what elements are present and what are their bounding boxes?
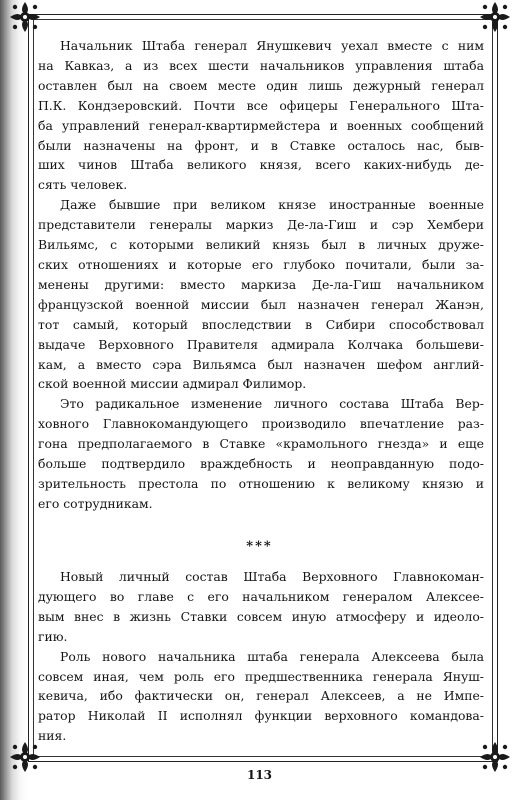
body-text-top (38, 36, 484, 514)
text-line: Роль нового начальника штаба генерала Алексеева была (60, 648, 484, 664)
text-line: ских отношениях и которые его глубоко почитали, были за- (38, 256, 484, 272)
text-line: П.К. Кондзеровский. Почти все офицеры Генерального Шта- (38, 97, 484, 113)
text-line: ба управлений генерал-квартирмейстера и военных сообщений (38, 117, 484, 133)
text-line: были назначены на фронт, и в Ставке осталось нас, быв- (38, 137, 484, 153)
text-line: ской военной миссии адмирал Филимор. (38, 376, 307, 392)
text-line: ния. (38, 728, 67, 744)
corner-ornament-icon (8, 0, 42, 34)
text-line: вым внес в жизнь Ставки совсем иную атмосферу и идеоло- (38, 608, 484, 624)
section-separator: *** (246, 539, 273, 554)
text-line: его сотрудникам. (38, 495, 153, 511)
paragraph (38, 195, 484, 394)
text-line: выдаче Верховного Правителя адмирала Колчака большеви- (38, 336, 484, 352)
text-line: кевича, ибо фактически он, генерал Алексеев, а не Импе- (38, 688, 484, 704)
text-line: совсем иная, чем роль его предшественника генерала Януш- (38, 668, 484, 684)
paragraph (38, 394, 484, 513)
text-line: ших чинов Штаба великого князя, всего каких-нибудь де- (38, 157, 484, 173)
text-line: представители генералы маркиз Де-ла-Гиш и сэр Хембери (38, 217, 484, 233)
text-line: менены другими: вместо маркиза Де-ла-Гиш начальником (38, 276, 484, 292)
text-line: зрительность престола по отношению к великому князю и (38, 475, 484, 491)
text-line: ратор Николай II исполнял функции верховного командова- (38, 708, 484, 724)
text-line: французской военной миссии был назначен генерал Жанэн, (38, 296, 484, 312)
text-line: Это радикальное изменение личного состава Штаба Вер- (60, 396, 484, 412)
corner-ornament-icon (478, 0, 512, 34)
page-number: 113 (246, 768, 273, 782)
text-line: тот самый, который впоследствии в Сибири способствовал (38, 316, 484, 332)
paragraph (38, 36, 484, 195)
paragraph (38, 567, 484, 647)
text-line: сять человек. (38, 177, 128, 193)
text-line: Начальник Штаба генерал Янушкевич уехал вместе с ним (60, 38, 484, 53)
text-line: Вильямс, с которыми великий князь был в личных друже- (38, 237, 484, 253)
text-line: Даже бывшие при великом князе иностранные военные (60, 197, 484, 213)
text-line: оставлен был на своем месте один лишь дежурный генерал (38, 77, 484, 93)
text-line: гию. (38, 628, 68, 644)
text-line: дующего во главе с его начальником генералом Алексее- (38, 588, 484, 604)
text-line: гона предполагаемого в Ставке «крамольного гнезда» и еще (38, 436, 484, 452)
text-line: на Кавказ, а из всех шести начальников управления штаба (38, 57, 484, 73)
text-line: больше подтвердило враждебность и неоправданную подо- (38, 456, 484, 472)
paragraph (38, 647, 484, 747)
text-line: Новый личный состав Штаба Верховного Главнокоман- (60, 569, 484, 584)
text-line: ховного Главнокомандующего производило впечатление раз- (38, 416, 484, 432)
text-line: кам, а вместо сэра Вильямса был назначен шефом англий- (38, 356, 484, 372)
body-text-bottom (38, 567, 484, 746)
